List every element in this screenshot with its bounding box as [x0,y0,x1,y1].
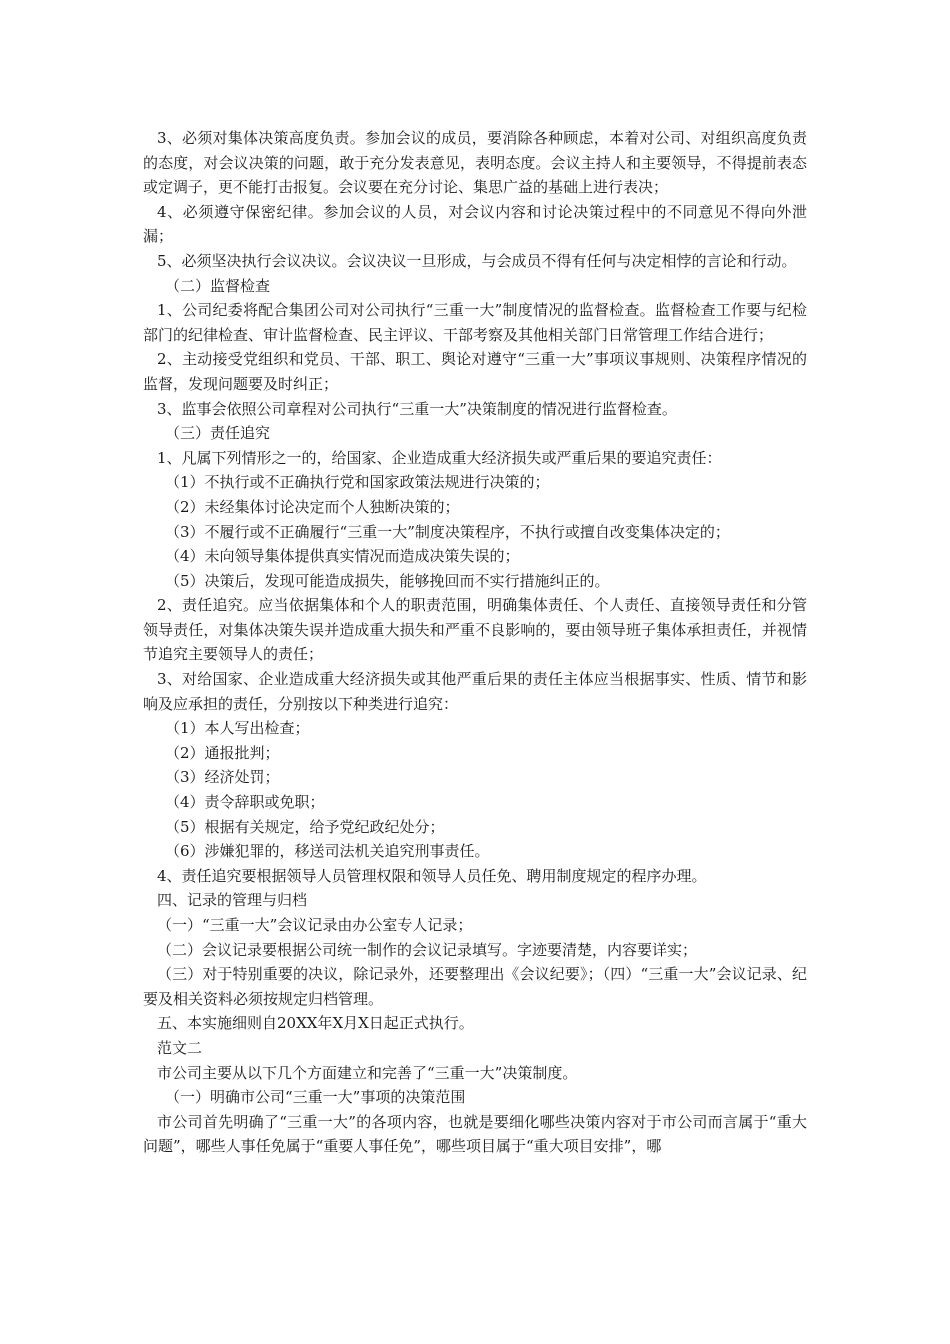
paragraph: 市公司主要从以下几个方面建立和完善了“三重一大”决策制度。 [157,1063,578,1082]
list-item: （3）不履行或不正确履行“三重一大”制度决策程序，不执行或擅自改变集体决定的； [165,522,730,541]
paragraph: 3、监事会依照公司章程对公司执行“三重一大”决策制度的情况进行监督检查。 [157,399,677,418]
paragraph: 5、必须坚决执行会议决议。会议决议一旦形成，与会成员不得有任何与决定相悖的言论和行动。 [157,251,797,270]
section-heading: （一）明确市公司“三重一大”事项的决策范围 [165,1088,466,1107]
paragraph: 2、责任追究。应当依据集体和个人的职责范围，明确集体责任、个人责任、直接领导责任和分管领导责任，对集体决策失误并造成重大损失和严重不良影响的，要由领导班子集体承担责任，并视情节追究主要领导人的责任； [143,596,807,664]
paragraph: 3、对给国家、企业造成重大经济损失或其他严重后果的责任主体应当根据事实、性质、情节和影响及应承担的责任，分别按以下种类进行追究： [143,670,807,713]
section-heading: （二）监督检查 [165,276,271,295]
list-item: （2）未经集体讨论决定而个人独断决策的； [165,497,460,516]
paragraph: 1、凡属下列情形之一的，给国家、企业造成重大经济损失或严重后果的要追究责任： [157,448,722,467]
list-item: （4）未向领导集体提供真实情况而造成决策失误的； [165,547,520,566]
section-heading: 四、记录的管理与归档 [157,891,308,910]
list-item: （1）不执行或不正确执行党和国家政策法规进行决策的； [165,473,550,492]
paragraph: 五、本实施细则自20XX年X月X日起正式执行。 [157,1014,474,1033]
paragraph: 3、必须对集体决策高度负责。参加会议的成员，要消除各种顾虑，本着对公司、对组织高度负责的态度，对会议决策的问题，敢于充分发表意见，表明态度。会议主持人和主要领导，不得提前表态或定调子，更不能打击报复。会议要在充分讨论、集思广益的基础上进行表决； [143,129,807,197]
list-item: （1）本人写出检查； [165,719,310,738]
section-heading: （三）责任追究 [165,424,271,443]
paragraph: 4、责任追究要根据领导人员管理权限和领导人员任免、聘用制度规定的程序办理。 [157,866,707,885]
list-item: （2）通报批判； [165,743,280,762]
list-item: （5）决策后，发现可能造成损失，能够挽回而不实行措施纠正的。 [165,571,610,590]
list-item: （4）责令辞职或免职； [165,793,325,812]
list-item: （6）涉嫌犯罪的，移送司法机关追究刑事责任。 [165,842,490,861]
paragraph: 市公司首先明确了“三重一大”的各项内容，也就是要细化哪些决策内容对于市公司而言属于“重大问题”，哪些人事任免属于“重要人事任免”，哪些项目属于“重大项目安排”，哪 [143,1112,807,1156]
list-item: （5）根据有关规定，给予党纪政纪处分； [165,817,445,836]
paragraph: （一）“三重一大”会议记录由办公室专人记录； [157,916,473,934]
section-heading: 范文二 [157,1038,203,1057]
paragraph: 4、必须遵守保密纪律。参加会议的人员，对会议内容和讨论决策过程中的不同意见不得向外泄漏； [143,202,807,246]
paragraph: 1、公司纪委将配合集团公司对公司执行“三重一大”制度情况的监督检查。监督检查工作要与纪检部门的纪律检查、审计监督检查、民主评议、干部考察及其他相关部门日常管理工作结合进行； [143,301,807,344]
paragraph: （三）对于特别重要的决议，除记录外，还要整理出《会议纪要》；（四）“三重一大”会议记录、纪要及相关资料必须按规定归档管理。 [143,965,807,1008]
document-body [143,126,807,1159]
paragraph: 2、主动接受党组织和党员、干部、职工、舆论对遵守“三重一大”事项议事规则、决策程序情况的监督，发现问题要及时纠正； [143,350,807,393]
list-item: （3）经济处罚； [165,768,280,787]
paragraph: （二）会议记录要根据公司统一制作的会议记录填写。字迹要清楚，内容要详实； [157,940,698,959]
